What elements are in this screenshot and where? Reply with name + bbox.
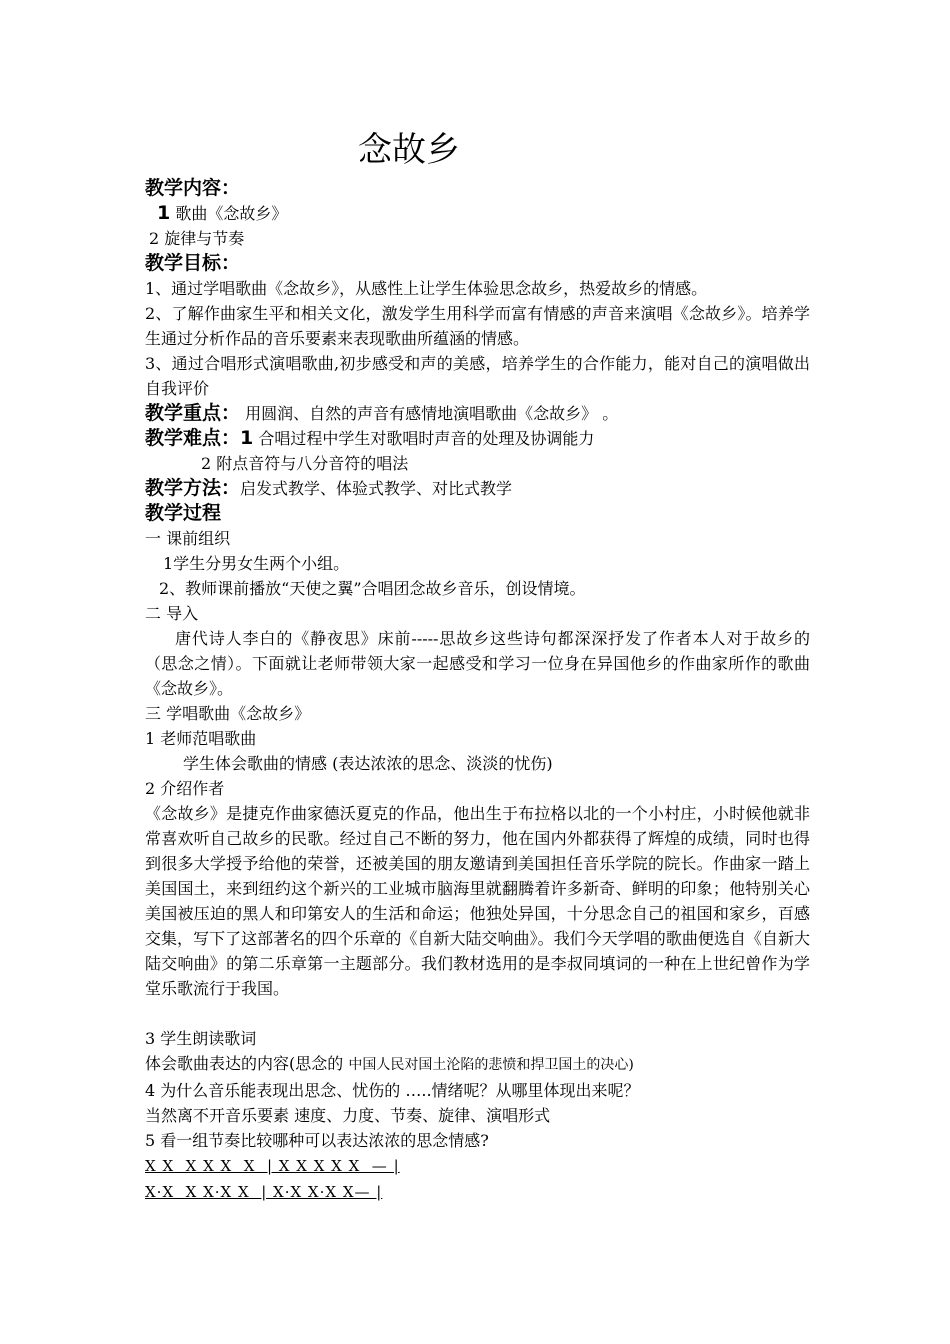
focus-line [145,401,810,426]
list-item: 2、教师课前播放“天使之翼”合唱团念故乡音乐，创设情境。 [159,579,586,598]
step-heading: 4 为什么音乐能表现出思念、忧伤的 …..情绪呢？从哪里体现出来呢？ [145,1081,640,1100]
difficulty-number: 1 [240,427,254,449]
difficulty-text-1: 合唱过程中学生对歌唱时声音的处理及协调能力 [253,429,595,448]
section-heading: 二 导入 [145,604,199,623]
focus-label: 教学重点： [145,402,241,424]
goal-item: 3、通过合唱形式演唱歌曲,初步感受和声的美感，培养学生的合作能力，能对自己的演唱做出自我评价 [145,354,810,398]
section-heading: 一 课前组织 [145,529,231,548]
step-heading: 2 介绍作者 [145,779,225,798]
document-body [145,176,810,1205]
step-text: 学生体会歌曲的情感 (表达浓浓的思念、淡淡的忧伤) [183,754,553,773]
content-item-number: 1 [157,202,171,224]
step-heading: 5 看一组节奏比较哪种可以表达浓浓的思念情感? [145,1131,489,1150]
content-item [145,226,810,251]
content-item-text: 旋律与节奏 [164,229,245,248]
difficulty-text-2: 2 附点音符与八分音符的唱法 [201,454,409,473]
goals-heading: 教学目标： [145,252,241,274]
rhythm-line: X X X X X X | X X X X X — | [145,1157,400,1175]
focus-text: 用圆润、自然的声音有感情地演唱歌曲《念故乡》 。 [240,404,619,423]
blank-line [145,1001,810,1026]
step-text: 当然离不开音乐要素 速度、力度、节奏、旋律、演唱形式 [145,1106,551,1125]
page-title: 念故乡 [358,130,460,170]
intro-paragraph: 唐代诗人李白的《静夜思》床前-----思故乡这些诗句都深深抒发了作者本人对于故乡的（思念之情）。下面就让老师带领大家一起感受和学习一位身在异国他乡的作曲家所作的歌曲《念故乡》。 [145,629,810,698]
method-label: 教学方法： [145,477,241,499]
step-heading: 3 学生朗读歌词 [145,1029,257,1048]
goal-item: 1、通过学唱歌曲《念故乡》，从感性上让学生体验思念故乡，热爱故乡的情感。 [145,279,708,298]
content-item-text: 歌曲《念故乡》 [175,204,288,223]
content-heading: 教学内容： [145,177,241,199]
list-item: 1学生分男女生两个小组。 [163,554,350,573]
difficulty-label: 教学难点： [145,427,241,449]
step-text [145,1051,810,1078]
step-heading: 1 老师范唱歌曲 [145,729,257,748]
section-heading: 三 学唱歌曲《念故乡》 [145,704,311,723]
goal-item: 2、了解作曲家生平和相关文化，激发学生用科学而富有情感的声音来演唱《念故乡》。培养学生通过分析作品的音乐要素来表现歌曲所蕴涵的情感。 [145,304,810,348]
method-line [145,476,810,501]
rhythm-line: X·X X X·X X | X·X X·X X— | [145,1183,383,1201]
author-paragraph: 《念故乡》是捷克作曲家德沃夏克的作品，他出生于布拉格以北的一个小村庄，小时候他就非常喜欢听自己故乡的民歌。经过自己不断的努力，他在国内外都获得了辉煌的成绩，同时也得到很多大学授予给他的荣誉，还被美国的朋友邀请到美国担任音乐学院的院长。作曲家一踏上美国国土，来到纽约这个新兴的工业城市脑海里就翻腾着许多新奇、鲜明的印象；他特别关心美国被压迫的黑人和印第安人的生活和命运；他独处异国，十分思念自己的祖国和家乡，百感交集，写下了这部著名的四个乐章的《自新大陆交响曲》。我们今天学唱的歌曲便选自《自新大陆交响曲》的第二乐章第一主题部分。我们教材选用的是李叔同填词的一种在上世纪曾作为学堂乐歌流行于我国。 [145,804,810,998]
process-heading: 教学过程 [145,502,222,524]
step-text-part: 体会歌曲表达的内容(思念的 [145,1054,349,1073]
method-text: 启发式教学、体验式教学、对比式教学 [240,479,513,498]
step-text-part: 中国人民对国土沦陷的悲愤和捍卫国土的决心) [348,1057,634,1073]
content-item [145,201,810,226]
difficulty-line [145,426,810,451]
content-item-number: 2 [149,229,160,248]
